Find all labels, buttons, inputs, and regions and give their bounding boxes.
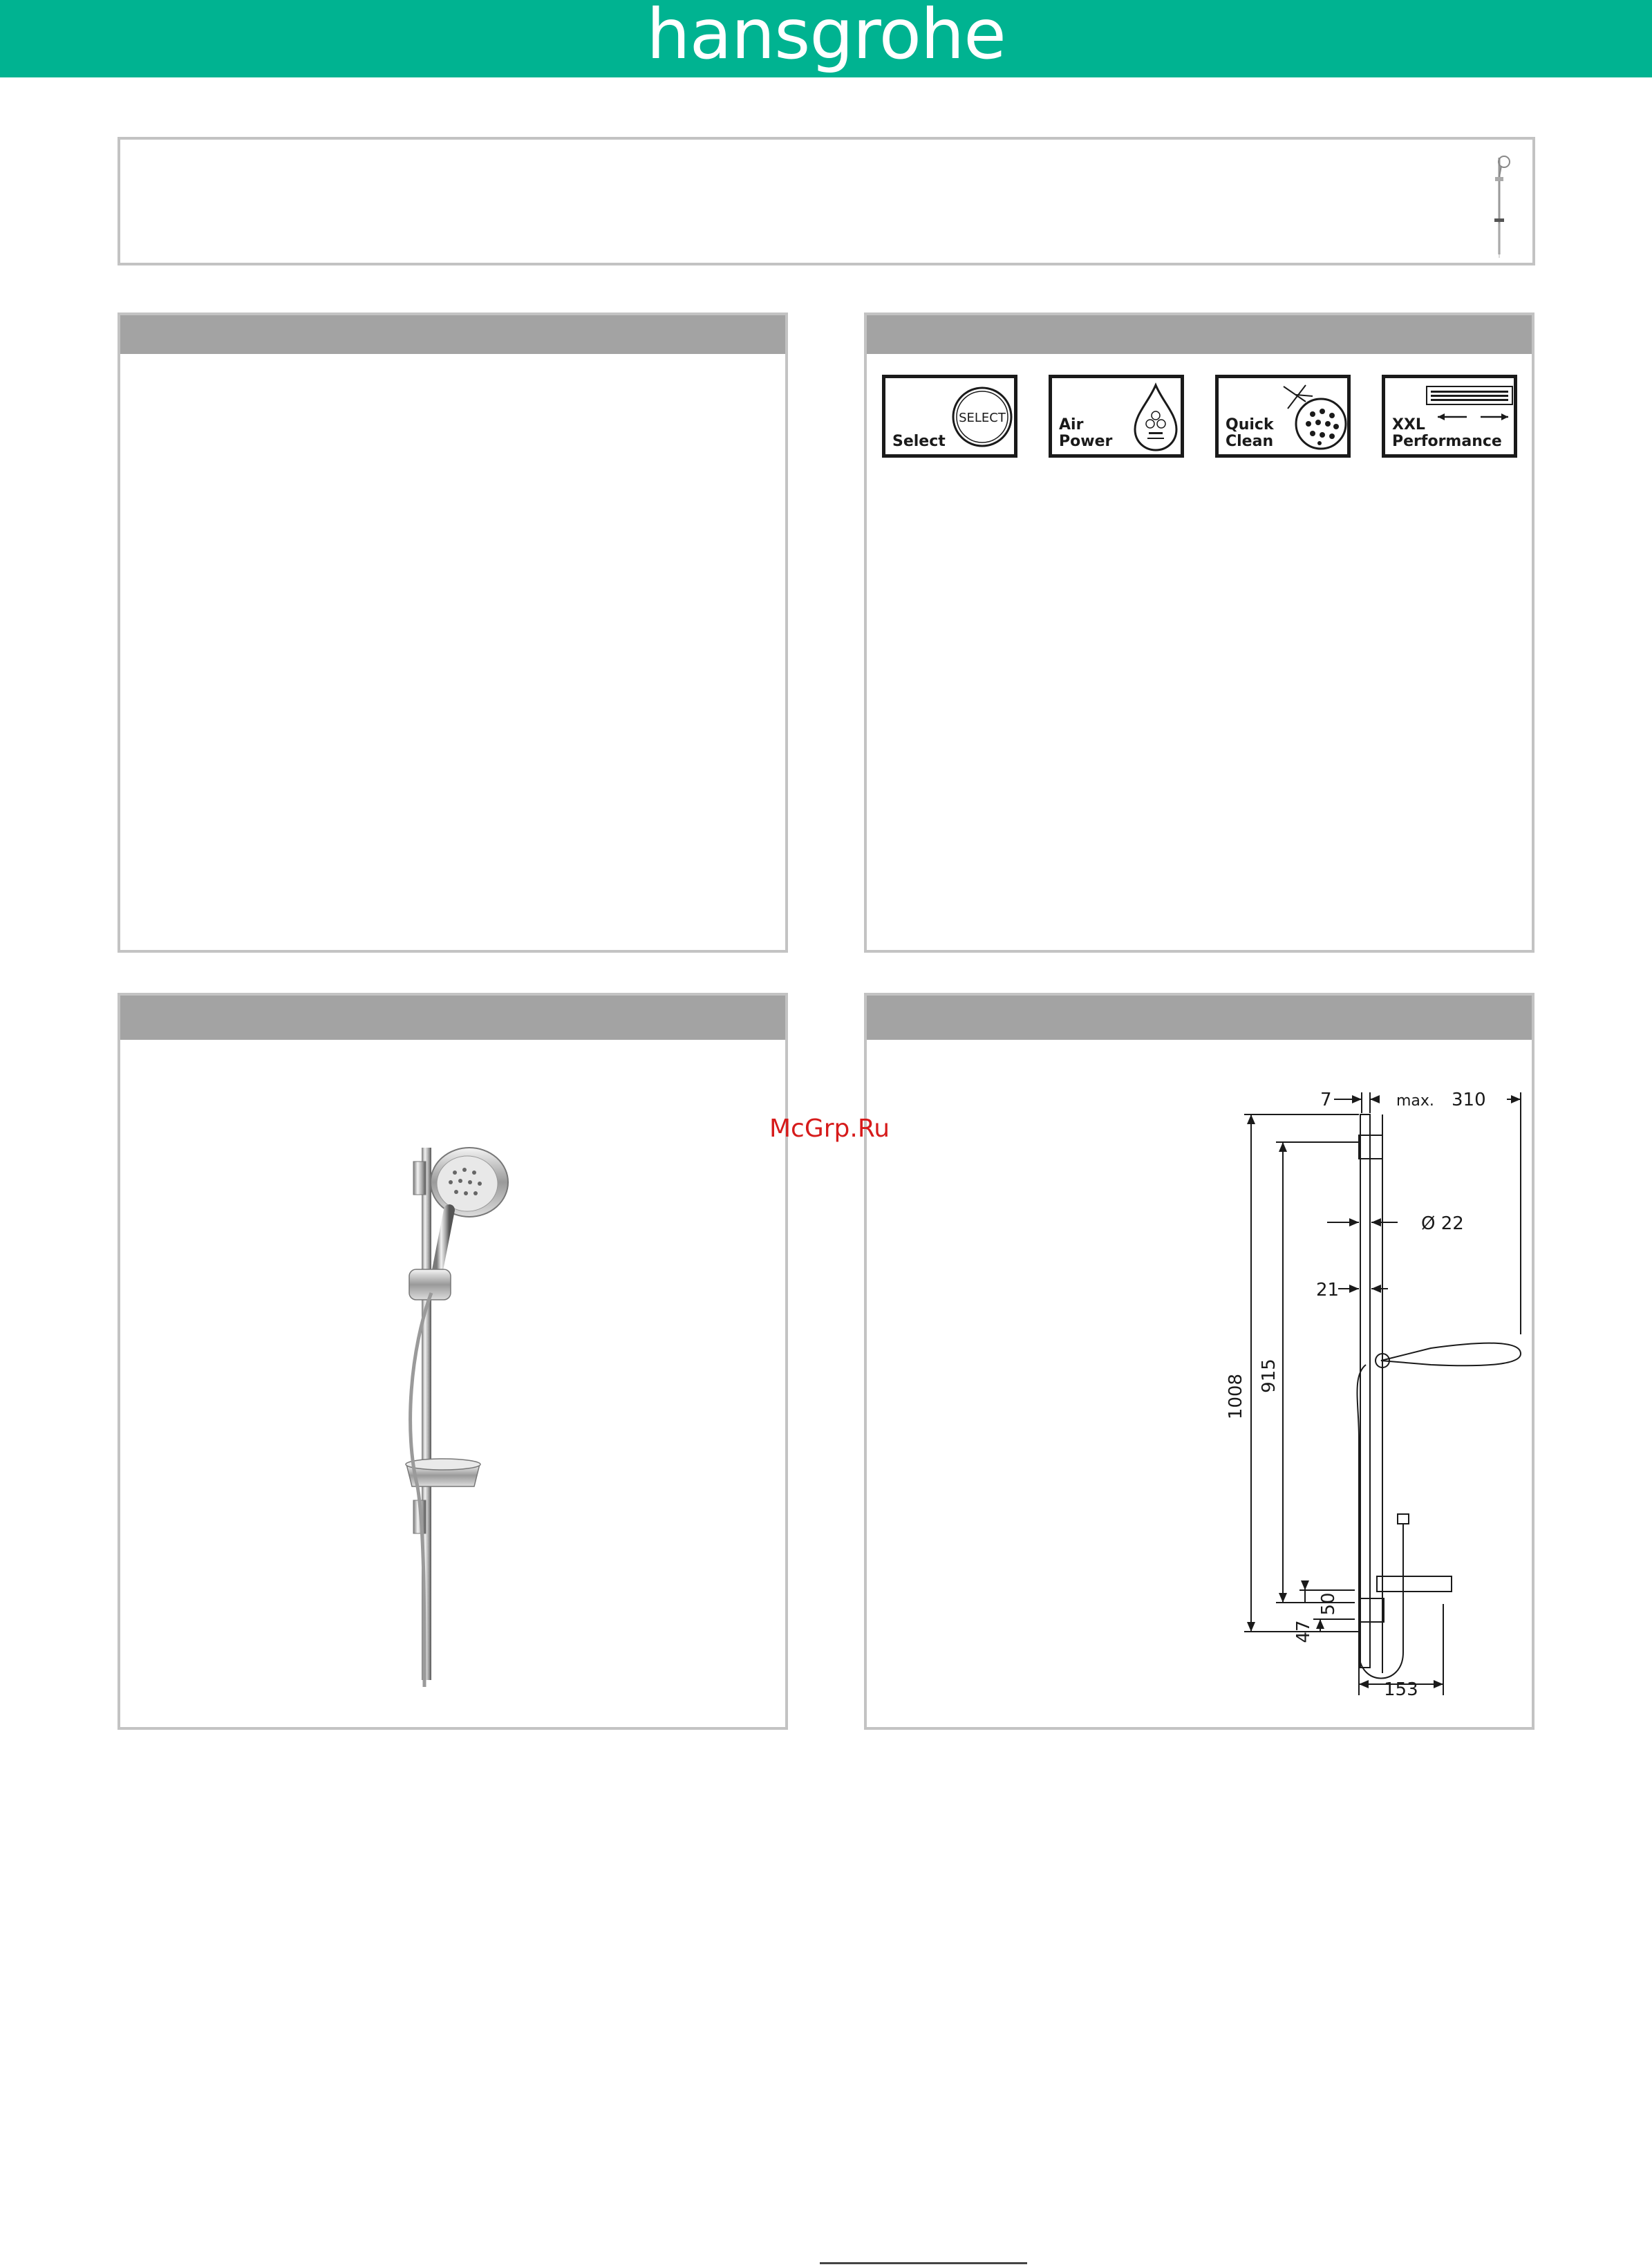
- product-thumbnail-icon: [1461, 144, 1530, 261]
- dimensions-panel-header: [867, 996, 1532, 1040]
- product-image-panel-header: [120, 996, 785, 1040]
- dim-50: 50: [1318, 1592, 1339, 1616]
- dim-diameter-22: Ø 22: [1421, 1213, 1464, 1234]
- feature-label-select: Select: [892, 433, 946, 450]
- dim-915: 915: [1259, 1359, 1279, 1393]
- dim-7: 7: [1320, 1090, 1332, 1110]
- dim-47: 47: [1293, 1620, 1314, 1643]
- select-icon-text: SELECT: [959, 411, 1006, 425]
- quick-clean-nozzles-icon: [1278, 381, 1350, 453]
- dim-max-label: max.: [1396, 1092, 1434, 1110]
- product-title-box: [118, 137, 1535, 265]
- dimension-drawing: [1217, 1079, 1534, 1715]
- feature-label-quick-clean: Quick Clean: [1226, 416, 1274, 450]
- dim-1008: 1008: [1226, 1373, 1246, 1420]
- dim-153: 153: [1384, 1679, 1418, 1700]
- brand-logo: hansgrohe: [646, 0, 1006, 75]
- description-panel-header: [120, 315, 785, 354]
- shower-set-image: [383, 1141, 673, 1694]
- feature-xxl-performance: [1382, 375, 1517, 458]
- header-bar: [0, 0, 1652, 77]
- feature-quick-clean: [1215, 375, 1351, 458]
- air-power-drop-icon: [1129, 382, 1182, 453]
- watermark: McGrp.Ru: [769, 1114, 890, 1143]
- feature-select: [882, 375, 1017, 458]
- select-button-icon: [949, 381, 1014, 450]
- footer-rule: [820, 2262, 1027, 2264]
- features-panel-header: [867, 315, 1532, 354]
- dim-21: 21: [1316, 1280, 1340, 1300]
- feature-label-air-power: Air Power: [1059, 416, 1113, 450]
- product-image-panel: [118, 993, 788, 1730]
- feature-air-power: [1049, 375, 1184, 458]
- description-panel: [118, 312, 788, 953]
- feature-label-xxl-performance: XXL Performance: [1392, 416, 1502, 450]
- dim-310: 310: [1452, 1090, 1486, 1110]
